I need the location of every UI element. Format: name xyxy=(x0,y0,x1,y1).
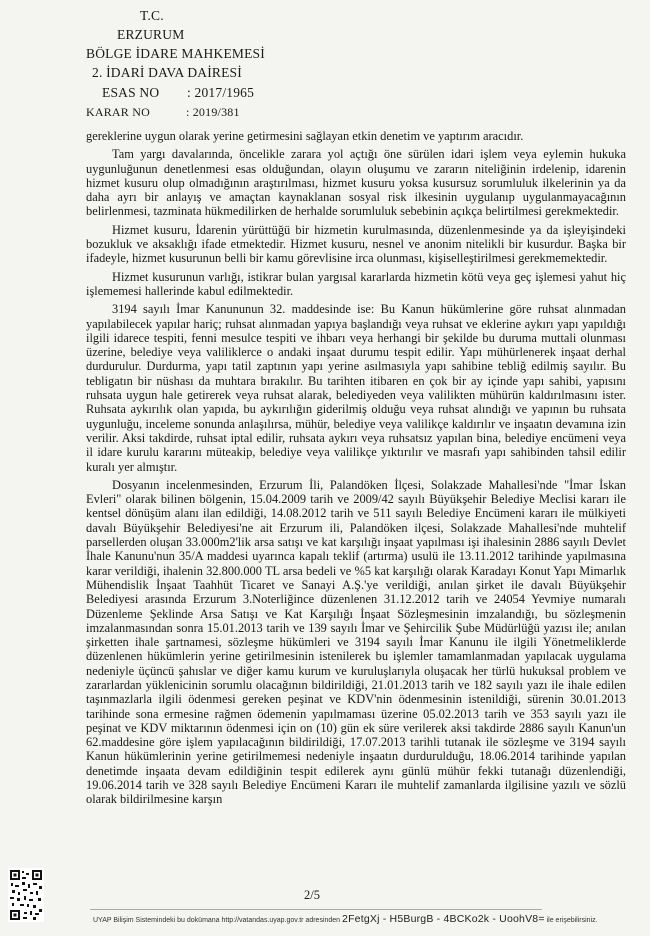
header-tc: T.C. xyxy=(140,8,164,23)
esas-label: ESAS NO xyxy=(102,85,160,100)
paragraph: Tam yargı davalarında, öncelikle zarara yol açtığı öne sürülen idari işlem veya eylemin hukuka uygunluğunun denetlenmesi esas olduğundan, olayın oluşumu ve zararın niteliğinin irdelenip, idarenin hizmet kusuru olup olmadığının araştırılması, hizmet kusuru yoksa kusursuz sorumluluk ilkelerinin ya da daha ayrı bir anlayış ve amaçtan kaynaklanan sosyal risk ilkesinin uygulanıp uygulanmayacağının belirlenmesi, tazminata hükmedilirken de herhalde sorumluluk sebebinin açıkça belirtilmesi gerekmektedir. xyxy=(86,147,626,219)
paragraph: Hizmet kusuru, İdarenin yürüttüğü bir hizmetin kurulmasında, düzenlenmesinde ya da işleyişindeki bozukluk ve aksaklığı ifade etmektedir. Hizmet kusuru, nesnel ve anonim nitelikli bir kusurdur. Başka bir ifadeyle, hizmet kusurunun belli bir kamu görevlisine irca olunması, kişiselleştirilmesi gerekmemektedir. xyxy=(86,222,626,266)
header-chamber: 2. İDARİ DAVA DAİRESİ xyxy=(92,65,242,80)
footer-divider xyxy=(90,909,542,910)
footer-verification-code: 2FetgXj - H5BurgB - 4BCKo2k - UoohV8= xyxy=(342,913,545,925)
footer-suffix: ile erişebilirsiniz. xyxy=(546,917,598,924)
paragraph: Dosyanın incelenmesinden, Erzurum İli, Palandöken İlçesi, Solakzade Mahallesi'nde "İmar İskan Evleri" olarak bilinen bölgenin, 15.04.2009 tarih ve 2009/42 sayılı Büyükşehir Belediye Meclisi kararı ile kentsel dönüşüm alanı ilan edildiği, 14.08.2012 tarih ve 511 sayılı Belediye Encümeni kararı ile mülkiyeti davalı Büyükşehir Belediyesi'ne ait Erzurum ili, Palandöken ilçesi, Solakzade Mahallesi'nde muhtelif parsellerden oluşan 33.000m2'lik arsa satışı ve kat karşılığı inşaat yapılması işi ihalesinin 2886 sayılı Devlet İhale Kanunu'nun 35/A maddesi uyarınca kapalı teklif (artırma) usulü ile 13.11.2012 tarihinde yapılmasına karar verildiği, ihalenin 32.800.000 TL arsa bedeli ve %5 kat karşılığı olarak Karadayı Konut Yapı Mimarlık Mühendislik İnşaat Taahhüt Ticaret ve Sanayi A.Ş.'ye verildiği, anılan şirket ile davalı Büyükşehir Belediyesi arasında Erzurum 3.Noterliğince düzenlenen 31.12.2012 tarih ve 24054 Yevmiye numaralı Düzenleme Şeklinde Arsa Satışı ve Kat Karşılığı İnşaat Sözleşmesinin imzalandığı, bu sözleşmenin imzalanmasından sonra 15.01.2013 tarih ve 139 sayılı İmar ve Şehircilik Şube Müdürlüğü yazısı ile; anılan şirketten ihale şartnamesi, sözleşme hükümleri ve 3194 sayılı İmar Kanunu ile ilgili Yönetmeliklerde düzenlenen hükümlerin yerine getirilmesinin istenilerek bu işlemler tamamlanmadan yapılacak uygulama nedeniyle üçüncü şahıslar ve diğer kamu kurum ve kuruluşlarıyla oluşacak her türlü hukuksal problem ve zararlardan yüklenicinin sorumlu olacağının bildirildiği, 21.01.2013 tarih ve 182 sayılı yazı ile ihale edilen taşınmazlarla ilgili ödenmesi gereken peşinat ve KDV'nin ödenmesinin istenildiği, sürenin 30.01.2013 tarihinde sona ermesine rağmen ödemenin yapılmaması üzerine 05.02.2013 tarih ve 353 sayılı yazı ile peşinat ve KDV miktarının ödenmesi için on (10) gün ek süre verilerek aksi takdirde 2886 sayılı Kanun'un 62.maddesine göre işlem yapılacağının bildirildiği, 17.07.2013 tarihli tutanak ile sözleşme ve 3194 sayılı Kanun hükümlerinin yerine getirilmemesi nedeniyle inşaatın durdurulduğu, 18.06.2014 tarihinde yapılan denetimde inşaata devam edildiğinin tespit edilerek aynı günlü mühür fekki tutanağı düzenlendiği, 19.06.2014 tarih ve 328 sayılı Belediye Encümeni Kararı ile muhtelif zamanlarda ilgilisine yazılı ve sözlü olarak bildirilmesine karşın xyxy=(86,477,626,807)
paragraph: Hizmet kusurunun varlığı, istikrar bulan yargısal kararlarda hizmetin kötü veya geç işlemesi yahut hiç işlememesi hallerinde kabul edilmektedir. xyxy=(86,269,626,298)
footer xyxy=(93,913,633,925)
header-court: BÖLGE İDARE MAHKEMESİ xyxy=(86,46,265,61)
qr-code-icon xyxy=(8,868,44,922)
karar-value: : 2019/381 xyxy=(186,105,240,119)
header-city: ERZURUM xyxy=(117,27,185,42)
karar-label: KARAR NO xyxy=(86,105,150,119)
footer-prefix: UYAP Bilişim Sistemindeki bu dokümana http://vatandas.uyap.gov.tr adresinden xyxy=(93,917,341,924)
document-body xyxy=(86,129,626,811)
paragraph-continuation: gereklerine uygun olarak yerine getirmesini sağlayan etkin denetim ve yaptırım aracıdır. xyxy=(86,129,524,143)
esas-value: : 2017/1965 xyxy=(187,85,255,100)
header-esas-no xyxy=(102,85,254,101)
paragraph: 3194 sayılı İmar Kanununun 32. maddesinde ise: Bu Kanun hükümlerine göre ruhsat alınmadan yapılabilecek yapılar hariç; ruhsat alınmadan yapıya başlandığı veya ruhsat ve eklerine aykırı yapı yapıldığı ilgili idarece tespiti, fenni mesulce tespiti ve ihbarı veya herhangi bir şekilde bu duruma muttali olunması üzerine, belediye veya valiliklerce o andaki inşaat durumu tespit edilir. Yapı mühürlenerek inşaat derhal durdurulur. Durdurma, yapı tatil zaptının yapı yerine asılmasıyla yapı sahibine tebliğ edilmiş sayılır. Bu tebligatın bir nüshası da muhtara bırakılır. Bu tarihten itibaren en çok bir ay içinde yapı sahibi, yapısını ruhsata uygun hale getirerek veya ruhsat alarak, belediyeden veya valilikten mühürün kaldırılmasını ister. Ruhsata aykırılık olan yapıda, bu aykırılığın giderilmiş olduğu veya ruhsat alındığı ve yapının bu ruhsata uygunluğu, inceleme sonunda anlaşılırsa, mühür, belediye veya valilikçe kaldırılır ve inşaatın devamına izin verilir. Aksi takdirde, ruhsat iptal edilir, ruhsata aykırı veya ruhsatsız yapılan bina, belediye encümeni veya il idare kurulu kararını müteakip, belediye veya valilikçe yıktırılır ve masrafı yapı sahibinden tahsil edilir kuralı yer almıştır. xyxy=(86,302,626,474)
page-number: 2/5 xyxy=(304,888,320,902)
header-karar-no xyxy=(86,105,240,120)
